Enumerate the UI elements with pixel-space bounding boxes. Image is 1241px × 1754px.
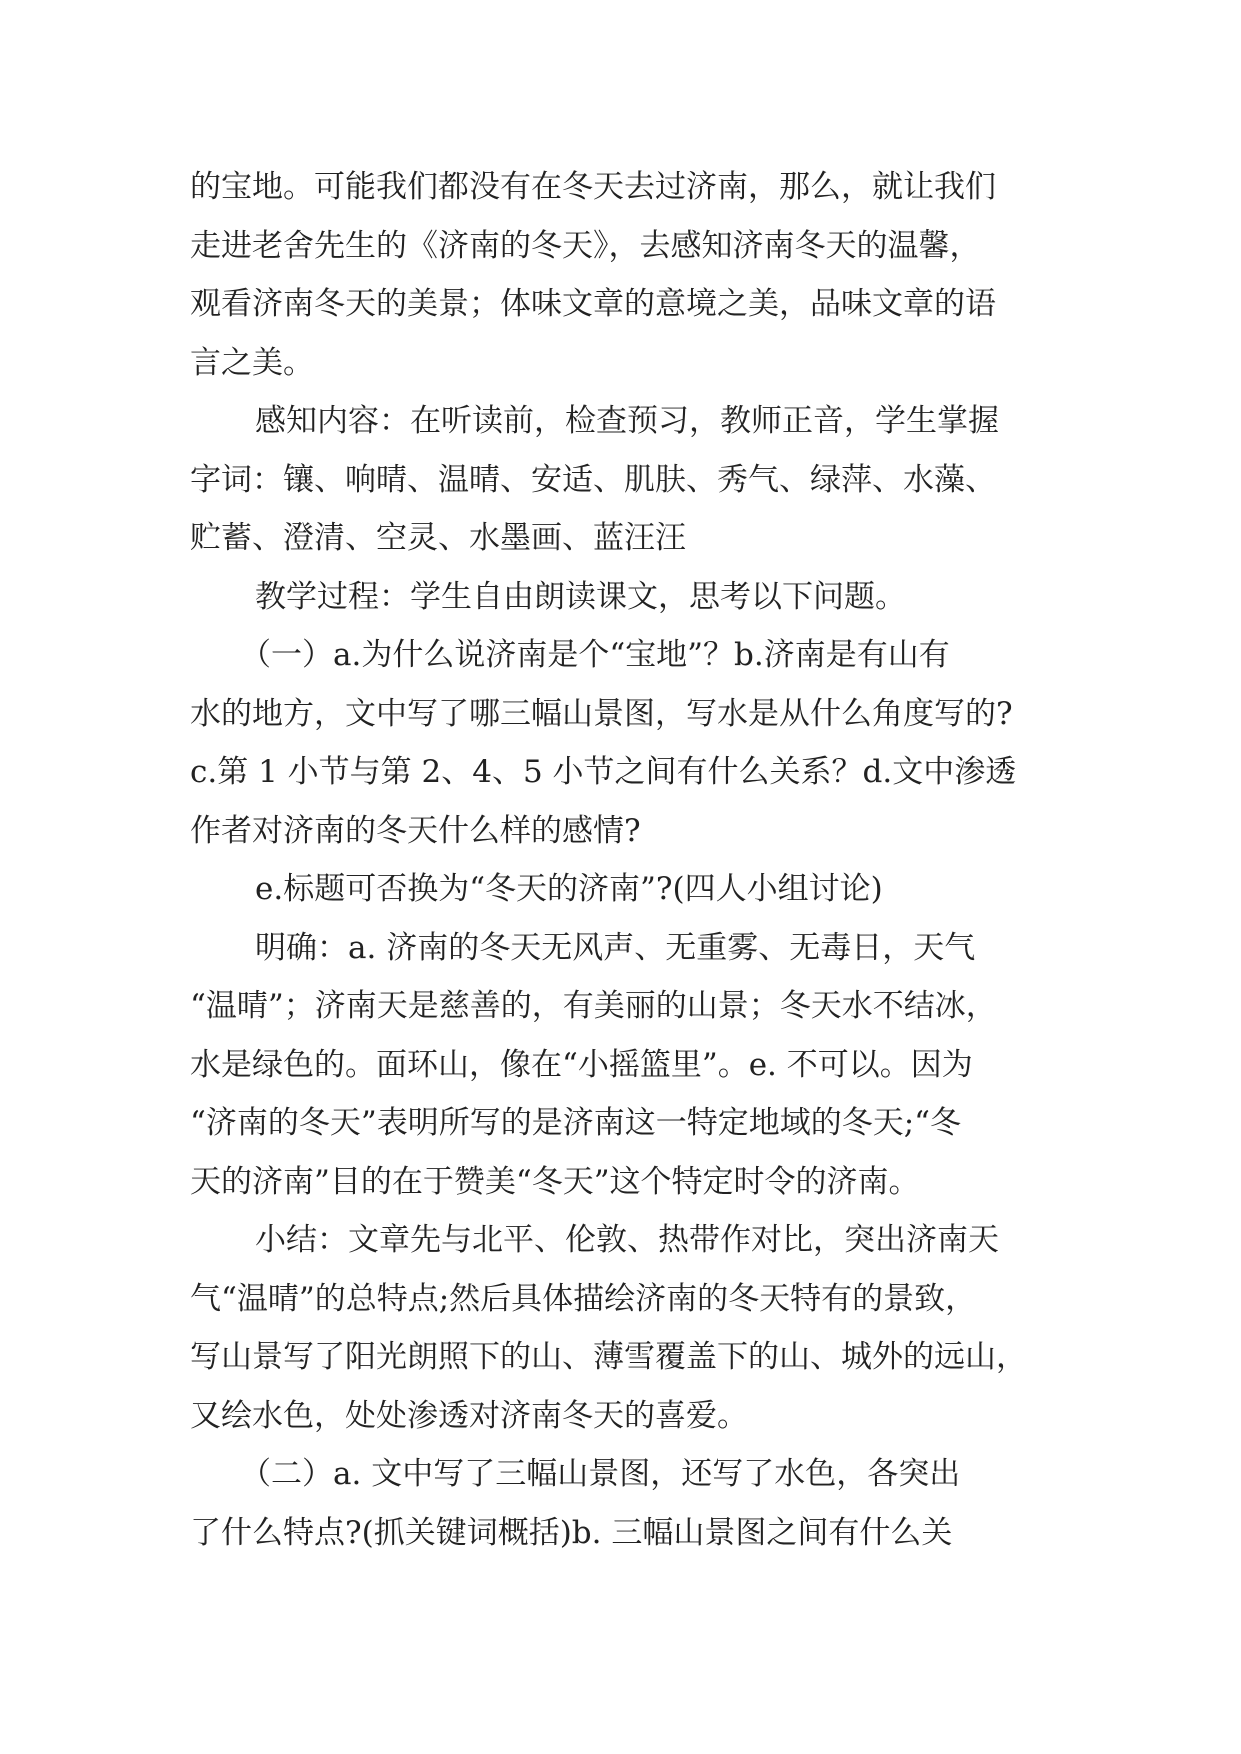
text-line: c.第 1 小节与第 2、4、5 小节之间有什么关系？d.文中渗透 — [190, 754, 1017, 790]
text-line: 观看济南冬天的美景；体味文章的意境之美，品味文章的语 — [190, 286, 996, 322]
text-line: 天的济南”目的在于赞美“冬天”这个特定时令的济南。 — [190, 1163, 920, 1200]
text-line: 气“温晴”的总特点;然后具体描绘济南的冬天特有的景致， — [190, 1280, 977, 1317]
text-line: 感知内容：在听读前，检查预习，教师正音，学生掌握 — [255, 403, 999, 439]
text-line: 教学过程：学生自由朗读课文，思考以下问题。 — [255, 578, 906, 615]
text-line: 字词：镶、响晴、温晴、安适、肌肤、秀气、绿萍、水藻、 — [190, 461, 996, 498]
text-line: （二）a. 文中写了三幅山景图，还写了水色，各突出 — [240, 1456, 961, 1492]
text-line: 了什么特点?(抓关键词概括)b. 三幅山景图之间有什么关 — [190, 1514, 953, 1551]
text-line: 又绘水色，处处渗透对济南冬天的喜爱。 — [190, 1397, 748, 1434]
text-line: “温晴”；济南天是慈善的，有美丽的山景；冬天水不结冰， — [190, 988, 997, 1024]
text-line: 走进老舍先生的《济南的冬天》，去感知济南冬天的温馨， — [190, 227, 981, 264]
text-line: 水是绿色的。面环山，像在“小摇篮里”。e. 不可以。因为 — [190, 1046, 973, 1083]
text-line: 写山景写了阳光朗照下的山、薄雪覆盖下的山、城外的远山， — [190, 1339, 1027, 1375]
text-line: （一）a.为什么说济南是个“宝地”？b.济南是有山有 — [240, 637, 950, 673]
text-line: 作者对济南的冬天什么样的感情? — [190, 812, 641, 849]
text-line: “济南的冬天”表明所写的是济南这一特定地域的冬天;“冬 — [190, 1105, 961, 1141]
text-line: 水的地方，文中写了哪三幅山景图，写水是从什么角度写的? — [190, 695, 1013, 732]
text-line: 的宝地。可能我们都没有在冬天去过济南，那么，就让我们 — [190, 169, 996, 205]
text-line: e.标题可否换为“冬天的济南”?(四人小组讨论) — [255, 871, 883, 907]
text-line: 小结：文章先与北平、伦敦、热带作对比，突出济南天 — [255, 1222, 999, 1258]
text-line: 明确：a. 济南的冬天无风声、无重雾、无毒日，天气 — [255, 929, 976, 966]
body-text — [190, 158, 1050, 1562]
text-line: 言之美。 — [190, 344, 314, 381]
text-line: 贮蓄、澄清、空灵、水墨画、蓝汪汪 — [190, 520, 686, 556]
